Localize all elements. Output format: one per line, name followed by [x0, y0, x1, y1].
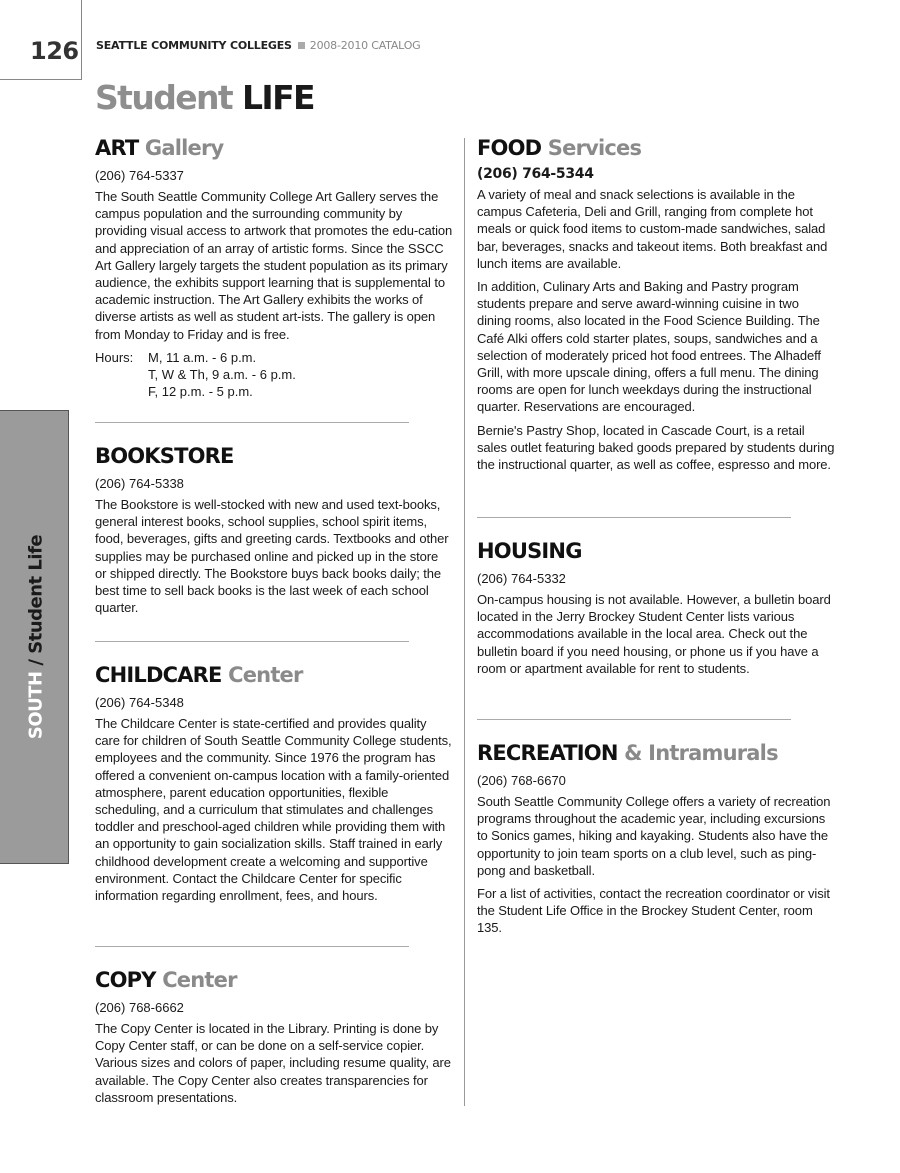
paragraph: In addition, Culinary Arts and Baking and Pastry program students prepare and serve award-winning cuisine in two dining rooms, also located in the Food Science Building. The Café Alki offers cold starter plates, soups, sandwiches and a selection of moderately priced hot food entrees. The Alhadeff Grill, with more upscale dining, offers a full menu. The dining rooms are open for lunch weekdays during the instructional quarter. Reservations are encouraged.: [477, 279, 821, 415]
hours-line: M, 11 a.m. - 6 p.m.: [148, 349, 257, 365]
page-title-dark: LIFE: [242, 78, 314, 117]
phone-number: (206) 764-5348: [95, 695, 184, 710]
paragraph: The Copy Center is located in the Library. Printing is done by Copy Center staff, or can be done on a self-service copier. Various sizes and colors of paper, including resume quality, are available. The Copy Center also creates transparencies for classroom presentations.: [95, 1021, 451, 1105]
paragraph: A variety of meal and snack selections is available in the campus Cafeteria, Deli and Grill, ranging from complete hot meals or quick food items to custom-made sandwiches, salad bar, beverages, snacks and takeout items. Both breakfast and lunch items are available.: [477, 187, 828, 271]
phone-number: (206) 764-5344: [477, 166, 594, 182]
catalog-year: 2008-2010 CATALOG: [309, 39, 421, 52]
section-divider: [477, 719, 791, 720]
phone-number: (206) 768-6670: [477, 773, 566, 788]
heading-dark: BOOKSTORE: [95, 444, 234, 468]
section-heading: [477, 136, 835, 160]
heading-dark: ART: [95, 136, 139, 160]
section-heading: [95, 444, 453, 468]
section-heading: [95, 663, 453, 687]
heading-dark: RECREATION: [477, 741, 618, 765]
heading-light: Gallery: [144, 136, 224, 160]
section-divider: [95, 422, 409, 423]
section-childcare-center: [95, 663, 453, 910]
hours-block: [95, 349, 453, 400]
section-recreation: [477, 741, 835, 943]
paragraph: The Childcare Center is state-certified and provides quality care for children of South Seattle Community College students, employees and the community. Since 1976 the program has offered a convenient on-campus location with a family-oriented atmosphere, parent education opportunities, flexible scheduling, and a curriculum that stimulates and challenges toddler and preschool-aged children while providing them with an opportunity to gain socialization skills. Staff trained in early childhood development create a welcoming and supportive environment. Contact the Childcare Center for specific information regarding enrollment, fees, and hours.: [95, 716, 452, 904]
paragraph: South Seattle Community College offers a variety of recreation programs throughout the academic year, including excursions to Sonics games, hiking and kayaking. Students also have the opportunity to join team sports on a club level, such as ping-pong and basketball.: [477, 794, 831, 878]
paragraph: On-campus housing is not available. However, a bulletin board located in the Jerry Brockey Student Center lists various accommodations available in the local area. Check out the bulletin board if you need housing, or phone us if you have a room or apartment available for rent to students.: [477, 592, 831, 676]
page-number: 126: [30, 37, 79, 65]
heading-dark: HOUSING: [477, 539, 582, 563]
phone-number: (206) 764-5332: [477, 571, 566, 586]
section-heading: [95, 136, 453, 160]
paragraph: The Bookstore is well-stocked with new and used text-books, general interest books, school supplies, school spirit items, food, beverages, gifts and greeting cards. Textbooks and other supplies may be purchased online and picked up in the store or shipped directly. The Bookstore buys back books daily; the best time to sell back books is the last week of each school quarter.: [95, 497, 449, 616]
section-art-gallery: [95, 136, 453, 400]
phone-number: (206) 764-5337: [95, 168, 184, 183]
section-copy-center: [95, 968, 453, 1112]
hours-label: Hours:: [95, 349, 134, 365]
hours-line: F, 12 p.m. - 5 p.m.: [148, 383, 253, 399]
heading-light: Center: [162, 968, 237, 992]
section-housing: [477, 539, 835, 683]
page-title-light: Student: [95, 78, 233, 117]
section-food-services: [477, 136, 835, 479]
side-tab-section: Student Life: [25, 534, 47, 654]
phone-number: (206) 768-6662: [95, 1000, 184, 1015]
side-tab-label: [26, 535, 47, 739]
square-separator-icon: [298, 42, 305, 49]
heading-dark: CHILDCARE: [95, 663, 222, 687]
college-name: SEATTLE COMMUNITY COLLEGES: [96, 39, 292, 52]
column-rule: [464, 138, 465, 1106]
section-heading: [477, 539, 835, 563]
section-heading: [477, 741, 835, 765]
section-divider: [95, 641, 409, 642]
section-divider: [477, 517, 791, 518]
heading-light: & Intramurals: [624, 741, 778, 765]
running-header: [96, 39, 421, 52]
paragraph: For a list of activities, contact the recreation coordinator or visit the Student Life Office in the Brockey Student Center, room 135.: [477, 886, 830, 936]
section-bookstore: [95, 444, 453, 622]
hours-line: T, W & Th, 9 a.m. - 6 p.m.: [148, 366, 296, 382]
side-tab-campus: SOUTH: [25, 671, 47, 740]
phone-number: (206) 764-5338: [95, 476, 184, 491]
section-heading: [95, 968, 453, 992]
paragraph: The South Seattle Community College Art Gallery serves the campus population and the surrounding community by providing visual access to artwork that promotes the edu-cation and appreciation of an array of artistic forms. Since the SSCC Art Gallery largely targets the student population as its primary audience, the exhibits support learning that is supplemental to academic instruction. The Art Gallery exhibits the works of diverse artists as well as student art-ists. The gallery is open from Monday to Friday and is free.: [95, 189, 453, 342]
heading-light: Center: [228, 663, 303, 687]
paragraph: Bernie's Pastry Shop, located in Cascade Court, is a retail sales outlet featuring baked goods prepared by students during the instructional quarter, as well as coffee, espresso and more.: [477, 422, 835, 473]
heading-dark: COPY: [95, 968, 156, 992]
heading-light: Services: [547, 136, 642, 160]
side-tab-separator: /: [25, 659, 47, 666]
section-divider: [95, 946, 409, 947]
heading-dark: FOOD: [477, 136, 542, 160]
page-title: [95, 78, 314, 117]
